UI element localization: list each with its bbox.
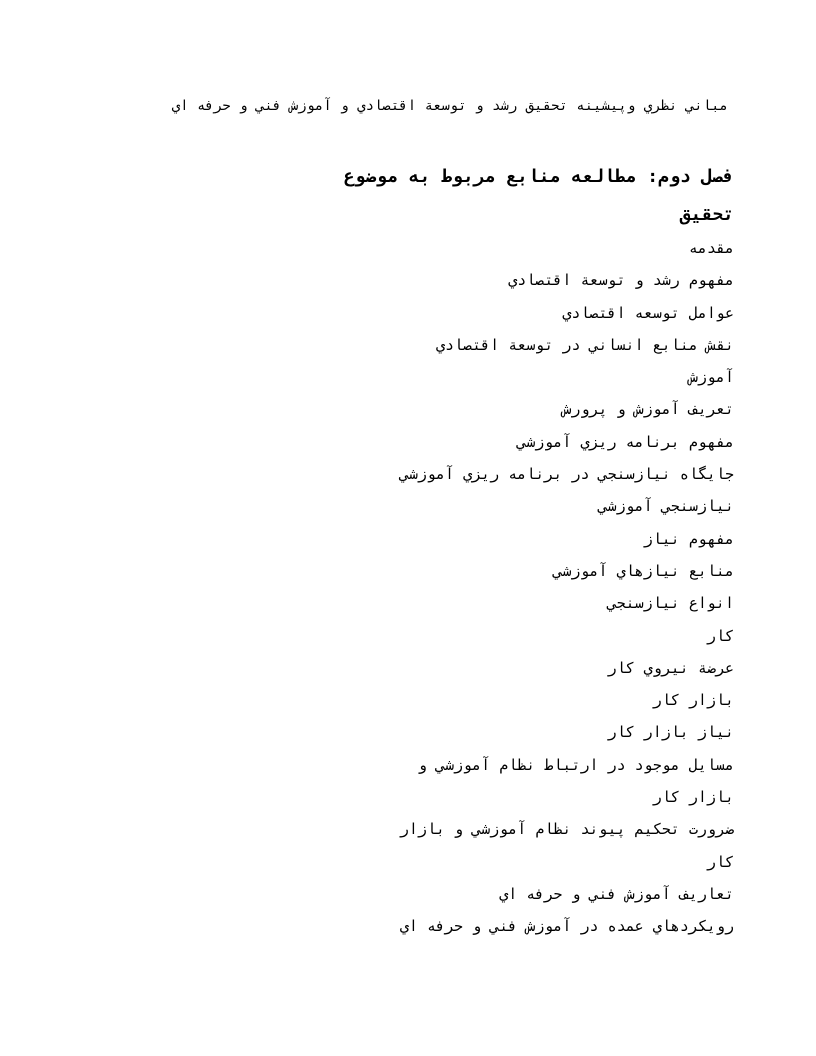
toc-item: انواع نيازسنجي xyxy=(607,594,734,613)
table-of-contents xyxy=(300,232,734,943)
toc-item: تعاريف آموزش فني و حرفه اي xyxy=(499,884,734,903)
toc-item: مفهوم برنامه ريزي آموزشي xyxy=(517,432,734,451)
toc-item: تعريف آموزش و پرورش xyxy=(562,400,734,419)
toc-item: مفهوم نياز xyxy=(643,529,734,548)
toc-item: كار xyxy=(706,626,734,645)
toc-item: بازار كار xyxy=(652,691,734,710)
toc-item: نيازسنجي آموزشي xyxy=(598,497,734,516)
toc-item: ضرورت تحكيم پيوند نظام آموزشي و بازار xyxy=(399,820,734,839)
toc-item: آموزش xyxy=(688,368,734,387)
toc-item: مقدمه xyxy=(688,239,734,257)
toc-item: منابع نيازهاي آموزشي xyxy=(553,561,734,580)
chapter-title: فصل دوم: مطالعه منابع مربوط به موضوع تحقيق xyxy=(343,166,734,225)
toc-item: عرضة نيروي كار xyxy=(607,658,734,677)
document-header: مباني نظري وپيشينه تحقيق رشد و توسعة اقتصادي و آموزش فني و حرفه اي xyxy=(171,98,728,114)
toc-item: نقش منابع انساني در توسعة اقتصادي xyxy=(435,335,734,354)
toc-item: رويكردهاي عمده در آموزش فني و حرفه اي xyxy=(399,917,734,936)
toc-item: عوامل توسعه اقتصادي xyxy=(562,303,734,322)
toc-item: جايگاه نيازسنجي در برنامه ريزي آموزشي xyxy=(399,465,734,484)
toc-item: بازار كار xyxy=(652,788,734,807)
toc-item: كار xyxy=(706,852,734,871)
toc-item: نياز بازار كار xyxy=(607,723,734,742)
toc-item: مسايل موجود در ارتباط نظام آموزشي و xyxy=(417,755,734,774)
toc-item: مفهوم رشد و توسعة اقتصادي xyxy=(508,271,734,290)
